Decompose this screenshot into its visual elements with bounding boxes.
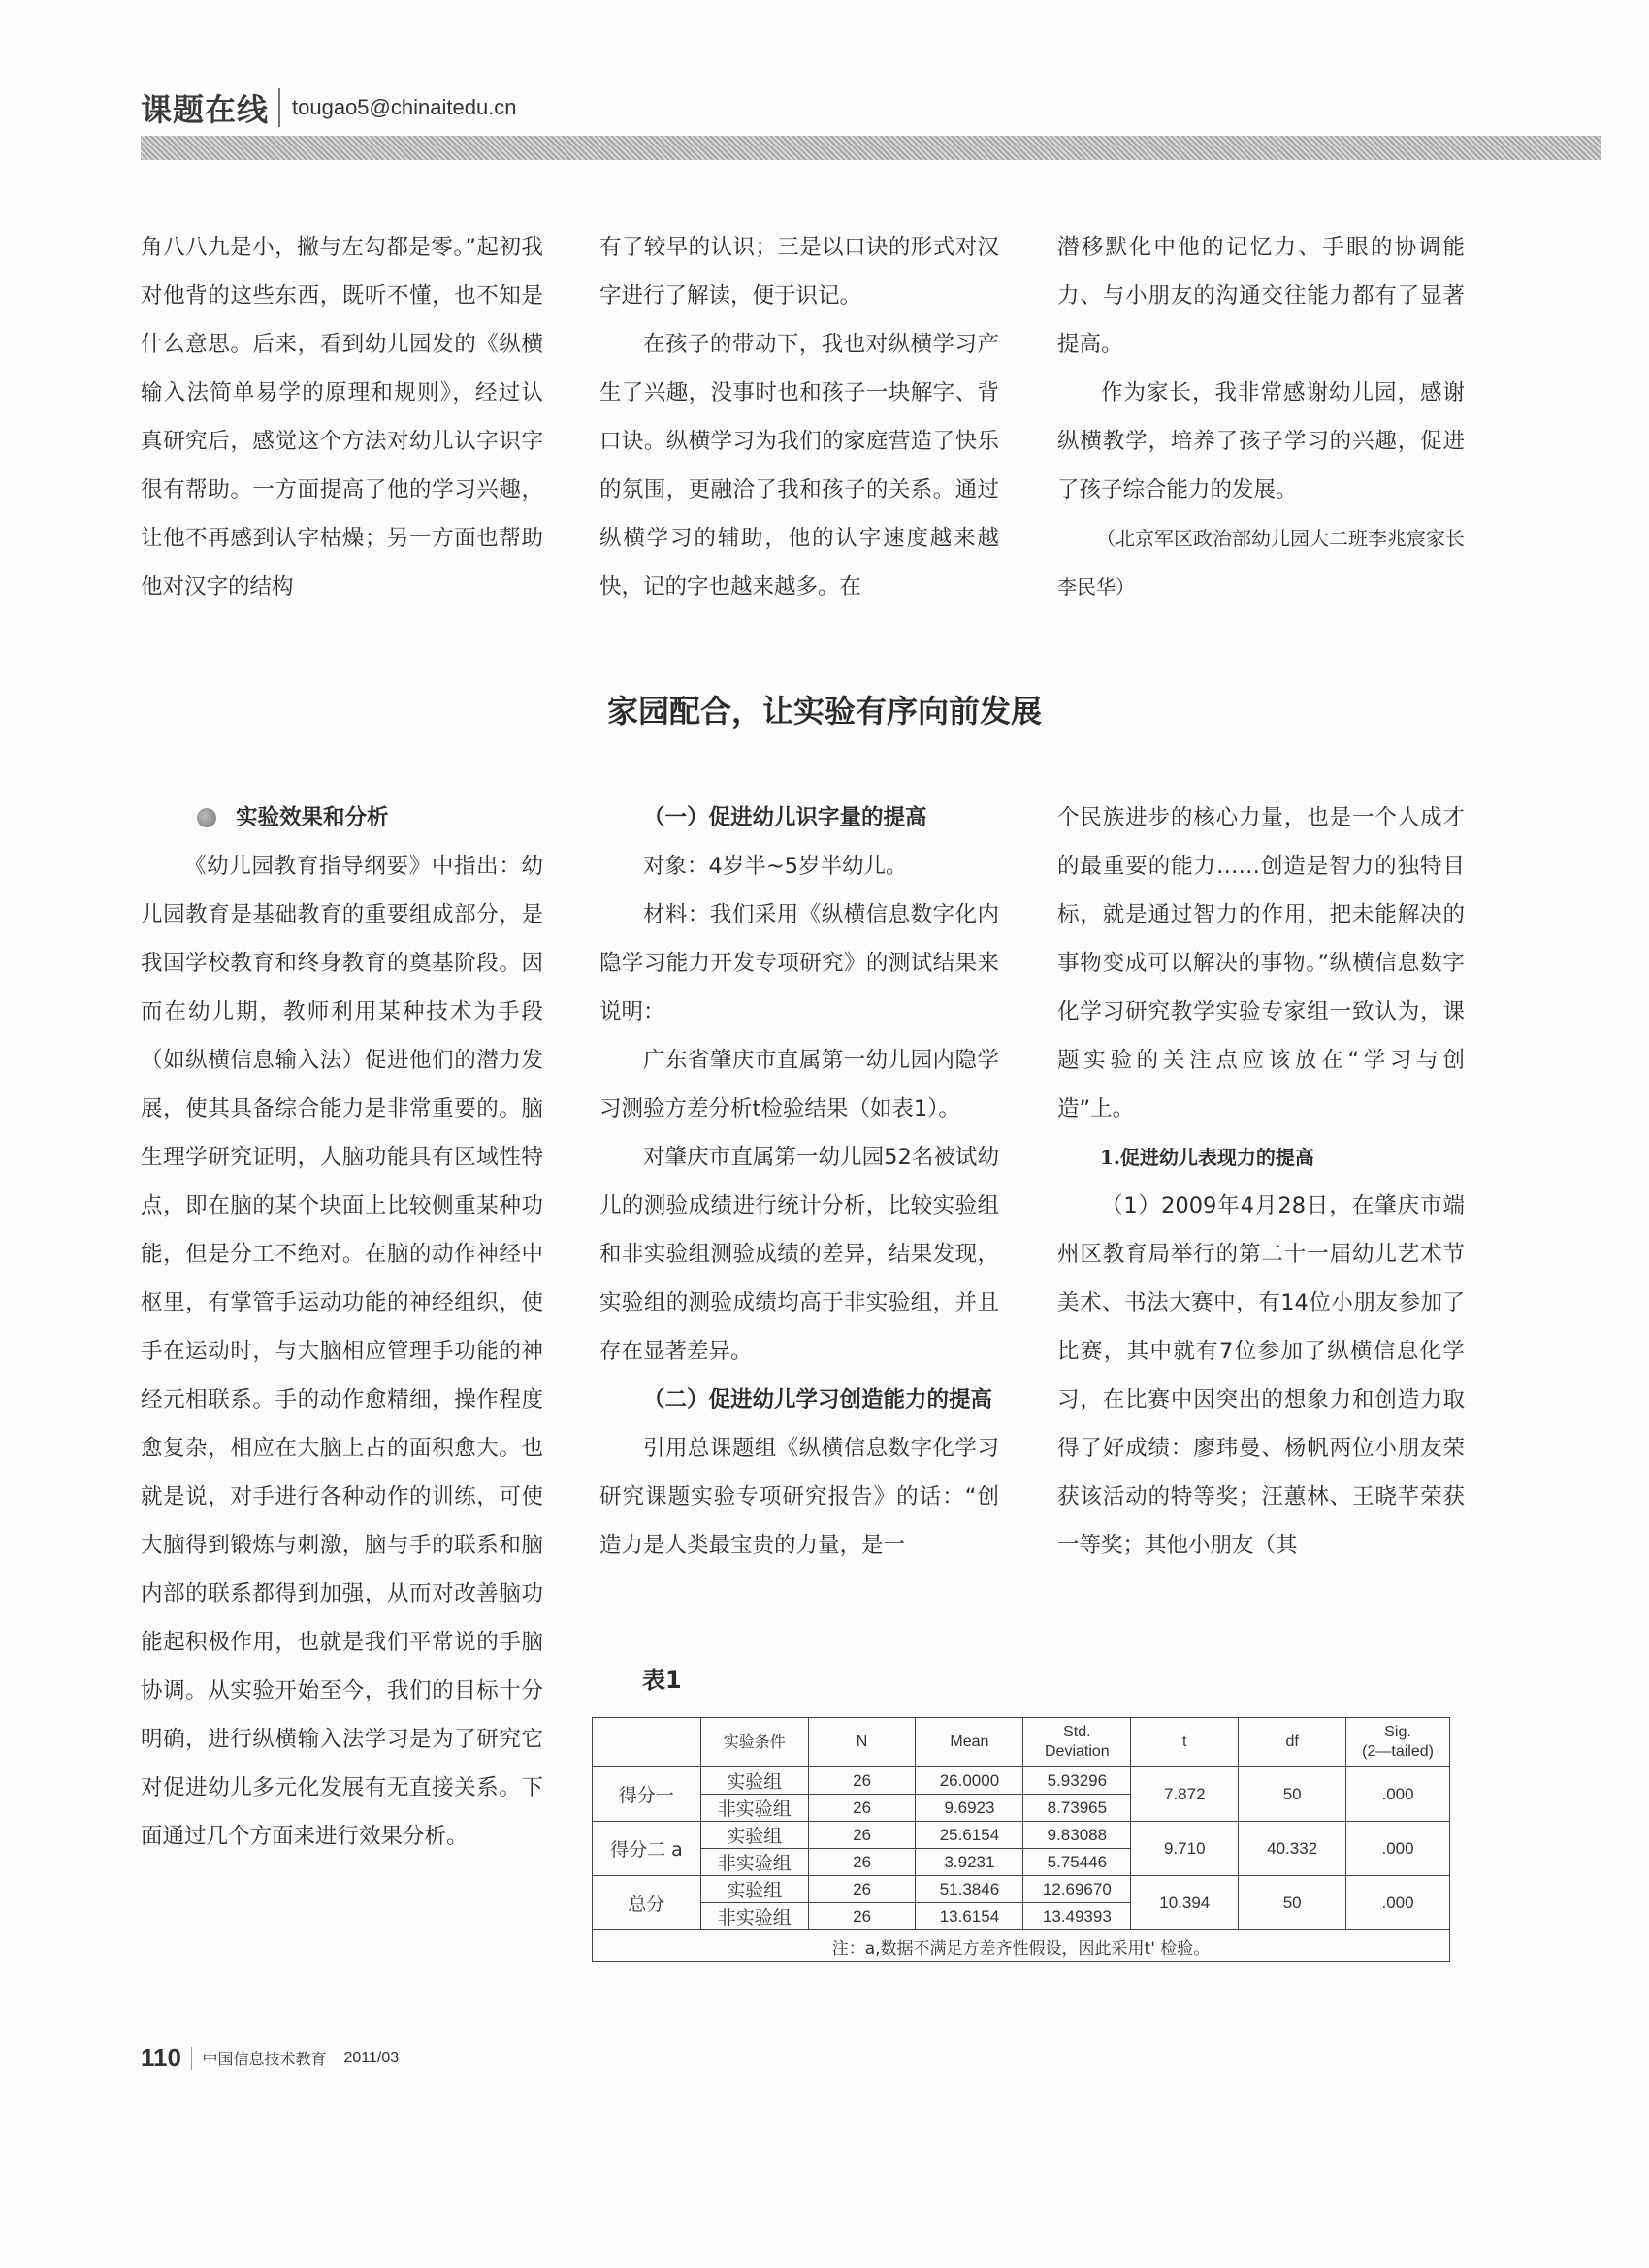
paragraph: 潜移默化中他的记忆力、手眼的协调能力、与小朋友的沟通交往能力都有了显著提高。 [1057, 235, 1465, 357]
issue-date: 2011/03 [343, 2049, 400, 2066]
table-note: 注：a,数据不满足方差齐性假设，因此采用t' 检验。 [593, 1930, 1450, 1962]
group-label: 总分 [593, 1876, 701, 1930]
paragraph: 有了较早的认识；三是以口诀的形式对汉字进行了解读，便于识记。 [599, 235, 999, 308]
article-column-3 [1057, 794, 1465, 1570]
author-signature: （北京军区政治部幼儿园大二班李兆宸家长 李民华） [1057, 527, 1484, 599]
top-column-3 [1057, 223, 1484, 611]
article-title: 家园配合，让实验有序向前发展 [606, 693, 1042, 729]
n-cell: 26 [808, 1849, 916, 1876]
publication-name: 中国信息技术教育 [202, 2050, 327, 2068]
header-cell [1023, 1718, 1131, 1767]
mean-cell: 25.6154 [916, 1822, 1023, 1849]
page-footer [141, 2043, 399, 2073]
group-label: 得分二 a [593, 1822, 701, 1876]
sd-cell: 5.93296 [1023, 1767, 1131, 1795]
condition-cell: 非实验组 [700, 1849, 808, 1876]
paragraph: （1）2009年4月28日，在肇庆市端州区教育局举行的第二十一届幼儿艺术节美术、书法大赛中，有14位小朋友参加了比赛，其中就有7位参加了纵横信息化学习，在比赛中因突出的想象力和创造力取得了好成绩：廖玮曼、杨帆两位小朋友荣获该活动的特等奖；汪蕙林、王晓芊荣获一等奖；其他小朋友（其 [1057, 1193, 1465, 1558]
running-header [141, 83, 517, 132]
header-text: Std. [1063, 1724, 1091, 1740]
paragraph: 在孩子的带动下，我也对纵横学习产生了兴趣，没事时也和孩子一块解字、背口诀。纵横学习为我们的家庭营造了快乐的氛围，更融洽了我和孩子的关系。通过纵横学习的辅助，他的认字速度越来越快，记的字也越来越多。在 [599, 332, 999, 599]
header-cell: t [1131, 1718, 1239, 1767]
mean-cell: 9.6923 [916, 1795, 1023, 1822]
paragraph: 作为家长，我非常感谢幼儿园，感谢纵横教学，培养了孩子学习的兴趣，促进了孩子综合能力的发展。 [1057, 380, 1465, 502]
sig-cell: .000 [1346, 1822, 1450, 1876]
sd-cell: 8.73965 [1023, 1795, 1131, 1822]
condition-cell: 非实验组 [700, 1903, 808, 1930]
header-text: (2—tailed) [1362, 1743, 1434, 1760]
table-row [593, 1876, 1450, 1903]
paragraph: 《幼儿园教育指导纲要》中指出：幼儿园教育是基础教育的重要组成部分，是我国学校教育和终身教育的奠基阶段。因而在幼儿期，教师利用某种技术为手段（如纵横信息输入法）促进他们的潜力发展，使其具备综合能力是非常重要的。脑生理学研究证明，人脑功能具有区域性特点，即在脑的某个块面上比较侧重某种功能，但是分工不绝对。在脑的动作神经中枢里，有掌管手运动功能的神经组织，使手在运动时，与大脑相应管理手功能的神经元相联系。手的动作愈精细，操作程度愈复杂，相应在大脑上占的面积愈大。也就是说，对手进行各种动作的训练，可使大脑得到锻炼与刺激，脑与手的联系和脑内部的联系都得到加强，从而对改善脑功能起积极作用，也就是我们平常说的手脑协调。从实验开始至今，我们的目标十分明确，进行纵横输入法学习是为了研究它对促进幼儿多元化发展有无直接关系。下面通过几个方面来进行效果分析。 [141, 854, 543, 1849]
table-note-row [593, 1930, 1450, 1962]
condition-cell: 实验组 [700, 1876, 808, 1903]
sd-cell: 5.75446 [1023, 1849, 1131, 1876]
results-table [592, 1717, 1450, 1962]
sd-cell: 9.83088 [1023, 1822, 1131, 1849]
condition-cell: 实验组 [700, 1822, 808, 1849]
df-cell: 40.332 [1239, 1822, 1346, 1876]
subheading: （二）促进幼儿学习创造能力的提高 [643, 1387, 993, 1412]
condition-cell: 实验组 [700, 1767, 808, 1795]
n-cell: 26 [808, 1822, 916, 1849]
section-heading [141, 794, 543, 842]
page-number: 110 [141, 2043, 181, 2072]
header-cell [1346, 1718, 1450, 1767]
condition-cell: 非实验组 [700, 1795, 808, 1822]
footer-divider [191, 2047, 193, 2070]
header-cell [593, 1718, 701, 1767]
section-heading-text: 实验效果和分析 [236, 805, 389, 830]
table-caption: 表1 [642, 1667, 682, 1694]
sig-cell: .000 [1346, 1767, 1450, 1822]
paragraph: 材料：我们采用《纵横信息数字化内隐学习能力开发专项研究》的测试结果来说明： [599, 902, 999, 1024]
top-column-2 [599, 223, 999, 611]
paragraph: 广东省肇庆市直属第一幼儿园内隐学习测验方差分析t检验结果（如表1）。 [599, 1048, 999, 1121]
paragraph: 个民族进步的核心力量，也是一个人成才的最重要的能力……创造是智力的独特目标，就是通过智力的作用，把未能解决的事物变成可以解决的事物。”纵横信息数字化学习研究教学实验专家组一致认为，课题实验的关注点应该放在“学习与创造”上。 [1057, 805, 1465, 1121]
header-divider [278, 88, 280, 127]
paragraph: 对象：4岁半~5岁半幼儿。 [643, 854, 908, 879]
n-cell: 26 [808, 1767, 916, 1795]
t-cell: 9.710 [1131, 1822, 1239, 1876]
top-column-1 [141, 223, 543, 611]
table-header-row [593, 1718, 1450, 1767]
subheading: （一）促进幼儿识字量的提高 [643, 805, 927, 830]
article-column-2 [599, 794, 999, 1570]
paragraph: 角八八九是小，撇与左勾都是零。”起初我对他背的这些东西，既听不懂，也不知是什么意思。后来，看到幼儿园发的《纵横输入法简单易学的原理和规则》，经过认真研究后，感觉这个方法对幼儿认字识字很有帮助。一方面提高了他的学习兴趣，让他不再感到认字枯燥；另一方面也帮助他对汉字的结构 [141, 235, 543, 599]
n-cell: 26 [808, 1876, 916, 1903]
table-row [593, 1767, 1450, 1795]
sd-cell: 12.69670 [1023, 1876, 1131, 1903]
mean-cell: 51.3846 [916, 1876, 1023, 1903]
bullet-dot-icon [197, 808, 216, 827]
paragraph: 引用总课题组《纵横信息数字化学习研究课题实验专项研究报告》的话：“创造力是人类最宝贵的力量，是一 [599, 1436, 999, 1558]
group-label: 得分一 [593, 1767, 701, 1822]
header-text: Sig. [1384, 1724, 1411, 1740]
t-cell: 10.394 [1131, 1876, 1239, 1930]
table-row [593, 1822, 1450, 1849]
sig-cell: .000 [1346, 1876, 1450, 1930]
header-text: Deviation [1045, 1743, 1110, 1760]
mean-cell: 3.9231 [916, 1849, 1023, 1876]
header-stripe [141, 136, 1600, 160]
subheading: 1.促进幼儿表现力的提高 [1100, 1146, 1314, 1169]
df-cell: 50 [1239, 1767, 1346, 1822]
df-cell: 50 [1239, 1876, 1346, 1930]
n-cell: 26 [808, 1903, 916, 1930]
n-cell: 26 [808, 1795, 916, 1822]
mean-cell: 26.0000 [916, 1767, 1023, 1795]
article-column-1 [141, 794, 543, 1861]
t-cell: 7.872 [1131, 1767, 1239, 1822]
header-cell: N [808, 1718, 916, 1767]
sd-cell: 13.49393 [1023, 1903, 1131, 1930]
submission-email: tougao5@chinaitedu.cn [292, 95, 517, 119]
section-name: 课题在线 [141, 91, 270, 128]
header-cell: df [1239, 1718, 1346, 1767]
header-cell: Mean [916, 1718, 1023, 1767]
paragraph: 对肇庆市直属第一幼儿园52名被试幼儿的测验成绩进行统计分析，比较实验组和非实验组测验成绩的差异，结果发现，实验组的测验成绩均高于非实验组，并且存在显著差异。 [599, 1145, 999, 1364]
mean-cell: 13.6154 [916, 1903, 1023, 1930]
header-cell: 实验条件 [700, 1718, 808, 1767]
